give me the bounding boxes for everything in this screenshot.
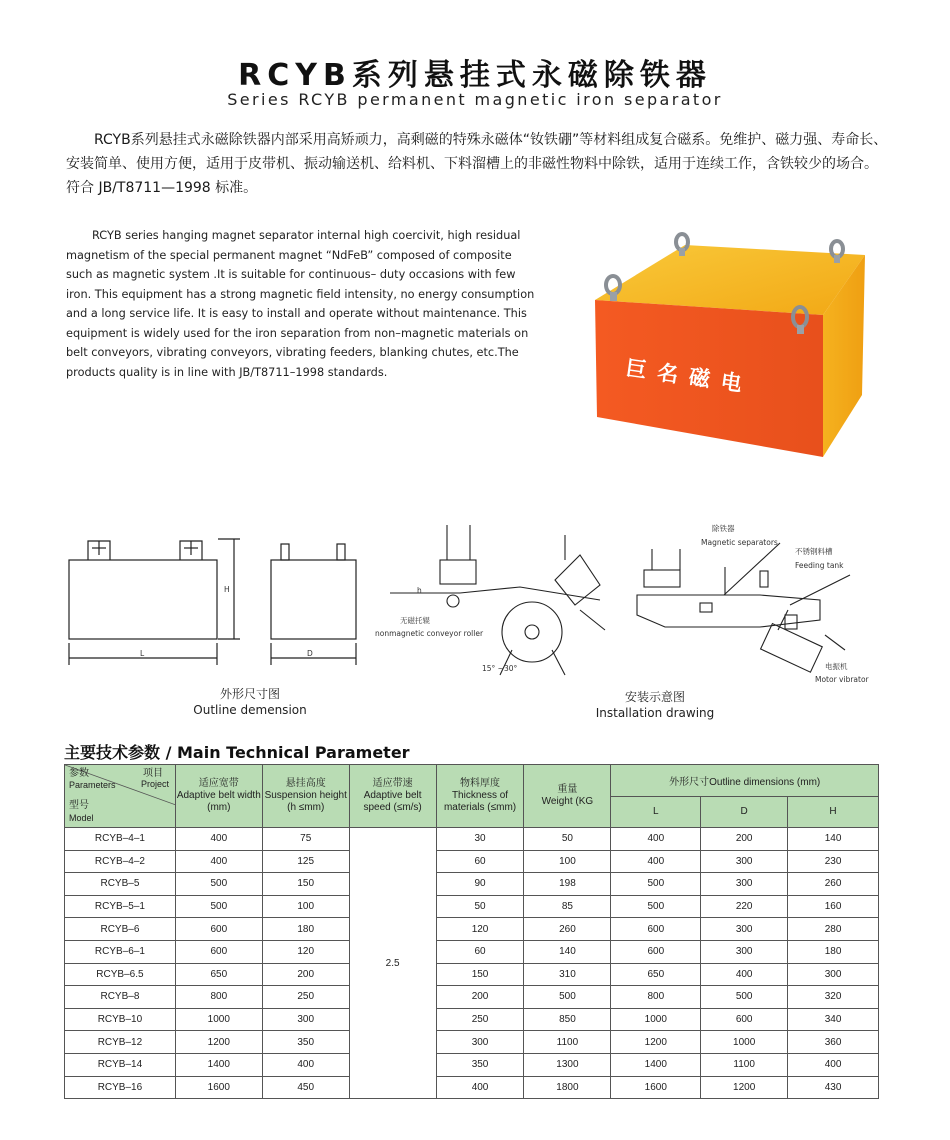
header-belt-speed: 适应带速 Adaptive belt speed (≤m/s) xyxy=(349,765,436,828)
cell-dim-H: 260 xyxy=(788,873,879,896)
cell-weight: 100 xyxy=(524,850,611,873)
cell-dim-D: 300 xyxy=(701,918,788,941)
dim-H-label: H xyxy=(224,585,230,594)
corner-project-en: Project xyxy=(141,779,170,789)
cell-material-thickness: 300 xyxy=(436,1031,524,1054)
cell-dim-H: 430 xyxy=(788,1076,879,1099)
cell-dim-D: 300 xyxy=(701,873,788,896)
table-row xyxy=(65,963,879,986)
cell-weight: 1800 xyxy=(524,1076,611,1099)
cell-suspension-height: 250 xyxy=(262,986,349,1009)
cell-suspension-height: 400 xyxy=(262,1053,349,1076)
cell-dim-L: 400 xyxy=(611,828,701,851)
table-row xyxy=(65,1076,879,1099)
product-magnet-image xyxy=(575,225,875,470)
cell-dim-D: 1000 xyxy=(701,1031,788,1054)
cell-dim-D: 200 xyxy=(701,828,788,851)
outline-front-view xyxy=(69,539,240,665)
cell-dim-L: 600 xyxy=(611,940,701,963)
cell-model: RCYB–6.5 xyxy=(65,963,176,986)
cell-dim-L: 1200 xyxy=(611,1031,701,1054)
cell-weight: 140 xyxy=(524,940,611,963)
installation-caption-zh: 安装示意图 xyxy=(624,690,685,704)
cell-belt-width: 1000 xyxy=(175,1008,262,1031)
header-weight: 重量 Weight (KG xyxy=(524,765,611,828)
cell-dim-L: 500 xyxy=(611,895,701,918)
table-row xyxy=(65,850,879,873)
cell-dim-D: 400 xyxy=(701,963,788,986)
cell-dim-H: 180 xyxy=(788,940,879,963)
header-D: D xyxy=(701,796,788,828)
cell-material-thickness: 30 xyxy=(436,828,524,851)
cell-dim-L: 1400 xyxy=(611,1053,701,1076)
cell-belt-width: 1600 xyxy=(175,1076,262,1099)
header-outline-dimensions: 外形尺寸Outline dimensions (mm) xyxy=(611,765,879,797)
cell-material-thickness: 250 xyxy=(436,1008,524,1031)
table-row xyxy=(65,986,879,1009)
cell-dim-D: 220 xyxy=(701,895,788,918)
product-brand-label: 巨名磁电 xyxy=(624,355,755,398)
tank-label-en: Feeding tank xyxy=(795,561,844,570)
cell-dim-H: 360 xyxy=(788,1031,879,1054)
corner-model-zh: 型号 xyxy=(69,800,89,811)
cell-dim-H: 340 xyxy=(788,1008,879,1031)
cell-belt-width: 650 xyxy=(175,963,262,986)
cell-dim-D: 300 xyxy=(701,850,788,873)
cell-weight: 50 xyxy=(524,828,611,851)
table-body xyxy=(65,828,879,1099)
cell-weight: 850 xyxy=(524,1008,611,1031)
roller-label-en: nonmagnetic conveyor roller xyxy=(375,629,484,638)
cell-suspension-height: 200 xyxy=(262,963,349,986)
table-row xyxy=(65,1008,879,1031)
header-L: L xyxy=(611,796,701,828)
cell-belt-width: 600 xyxy=(175,940,262,963)
cell-dim-D: 300 xyxy=(701,940,788,963)
cell-material-thickness: 150 xyxy=(436,963,524,986)
cell-material-thickness: 60 xyxy=(436,850,524,873)
cell-weight: 500 xyxy=(524,986,611,1009)
table-row xyxy=(65,1053,879,1076)
cell-suspension-height: 350 xyxy=(262,1031,349,1054)
cell-material-thickness: 120 xyxy=(436,918,524,941)
cell-belt-width: 600 xyxy=(175,918,262,941)
cell-suspension-height: 150 xyxy=(262,873,349,896)
separator-label-zh: 除铁器 xyxy=(712,524,735,533)
cell-model: RCYB–12 xyxy=(65,1031,176,1054)
technical-parameter-table xyxy=(64,764,879,1099)
cell-material-thickness: 60 xyxy=(436,940,524,963)
install-h-label: h xyxy=(417,586,422,595)
header-material-thickness: 物料厚度 Thickness of materials (≤mm) xyxy=(436,765,524,828)
cell-dim-H: 280 xyxy=(788,918,879,941)
cell-model: RCYB–10 xyxy=(65,1008,176,1031)
cell-dim-H: 140 xyxy=(788,828,879,851)
page-subtitle: Series RCYB permanent magnetic iron separator xyxy=(227,90,723,109)
table-row xyxy=(65,918,879,941)
cell-belt-width: 500 xyxy=(175,895,262,918)
cell-dim-H: 400 xyxy=(788,1053,879,1076)
cell-material-thickness: 200 xyxy=(436,986,524,1009)
cell-model: RCYB–6–1 xyxy=(65,940,176,963)
cell-suspension-height: 450 xyxy=(262,1076,349,1099)
cell-dim-L: 1600 xyxy=(611,1076,701,1099)
outline-caption xyxy=(150,686,350,718)
cell-dim-D: 600 xyxy=(701,1008,788,1031)
cell-suspension-height: 75 xyxy=(262,828,349,851)
cell-model: RCYB–6 xyxy=(65,918,176,941)
intro-english: RCYB series hanging magnet separator internal high coercivit, high residual magnetism of the special permanent magnet “NdFeB” composed of composite such as magnetic system .It is suitable for continuous– duty occasions with few iron. This equipment has a strong magnetic field intensity, no energy consumption and a long service life. It is easy to install and operate without maintenance. This equipment is widely used for the iron separation from non–magnetic materials on belt conveyors, vibrating conveyors, vibrating feeders, blanking chutes, etc.The products quality is in line with JB/T8711–1998 standards. xyxy=(66,229,535,379)
cell-dim-L: 500 xyxy=(611,873,701,896)
corner-model-en: Model xyxy=(69,813,94,823)
roller-label-zh: 无磁托辊 xyxy=(400,616,430,625)
cell-dim-H: 230 xyxy=(788,850,879,873)
cell-dim-L: 400 xyxy=(611,850,701,873)
motor-label-zh: 电振机 xyxy=(825,662,848,671)
cell-model: RCYB–16 xyxy=(65,1076,176,1099)
cell-suspension-height: 125 xyxy=(262,850,349,873)
table-row xyxy=(65,940,879,963)
cell-dim-H: 320 xyxy=(788,986,879,1009)
cell-model: RCYB–5–1 xyxy=(65,895,176,918)
cell-dim-L: 600 xyxy=(611,918,701,941)
cell-model: RCYB–4–1 xyxy=(65,828,176,851)
header-H: H xyxy=(788,796,879,828)
cell-weight: 1100 xyxy=(524,1031,611,1054)
corner-param-zh: 参数 xyxy=(69,768,89,779)
cell-belt-width: 500 xyxy=(175,873,262,896)
cell-weight: 85 xyxy=(524,895,611,918)
outline-side-view xyxy=(271,544,356,665)
page-title: RCYB系列悬挂式永磁除铁器 xyxy=(238,58,712,93)
installation-drawing-1 xyxy=(390,525,605,675)
cell-suspension-height: 100 xyxy=(262,895,349,918)
angle-label: 15° ~30° xyxy=(482,664,518,673)
dim-L-label: L xyxy=(140,649,145,658)
cell-dim-H: 300 xyxy=(788,963,879,986)
cell-weight: 260 xyxy=(524,918,611,941)
cell-dim-D: 500 xyxy=(701,986,788,1009)
cell-dim-D: 1100 xyxy=(701,1053,788,1076)
table-corner-header xyxy=(65,765,176,828)
cell-model: RCYB–4–2 xyxy=(65,850,176,873)
cell-dim-L: 1000 xyxy=(611,1008,701,1031)
cell-belt-width: 800 xyxy=(175,986,262,1009)
corner-param-en: Parameters xyxy=(69,780,116,790)
cell-dim-L: 650 xyxy=(611,963,701,986)
separator-label-en: Magnetic separators xyxy=(701,538,778,547)
intro-chinese: RCYB系列悬挂式永磁除铁器内部采用高矫顽力，高剩磁的特殊永磁体“钕铁硼”等材料组成复合磁系。免维护、磁力强、寿命长、安装简单、使用方便，适用于皮带机、振动输送机、给料机、下料溜槽上的非磁性物料中除铁，适用于连续工作，含铁较少的场合。符合 JB/T8711—1998 标准。 xyxy=(66,132,888,196)
cell-belt-width: 400 xyxy=(175,850,262,873)
cell-suspension-height: 180 xyxy=(262,918,349,941)
cell-model: RCYB–5 xyxy=(65,873,176,896)
cell-belt-speed: 2.5 xyxy=(349,828,436,1099)
cell-material-thickness: 350 xyxy=(436,1053,524,1076)
cell-dim-H: 160 xyxy=(788,895,879,918)
cell-belt-width: 1200 xyxy=(175,1031,262,1054)
cell-model: RCYB–8 xyxy=(65,986,176,1009)
table-row xyxy=(65,1031,879,1054)
table-row xyxy=(65,873,879,896)
cell-dim-D: 1200 xyxy=(701,1076,788,1099)
outline-caption-en: Outline demension xyxy=(193,703,307,717)
cell-belt-width: 400 xyxy=(175,828,262,851)
table-row xyxy=(65,895,879,918)
outline-caption-zh: 外形尺寸图 xyxy=(219,687,280,701)
table-row xyxy=(65,828,879,851)
motor-label-en: Motor vibrator xyxy=(815,675,869,684)
cell-dim-L: 800 xyxy=(611,986,701,1009)
cell-material-thickness: 400 xyxy=(436,1076,524,1099)
cell-belt-width: 1400 xyxy=(175,1053,262,1076)
cell-suspension-height: 300 xyxy=(262,1008,349,1031)
dim-D-label: D xyxy=(307,649,313,658)
header-belt-width: 适应宽带 Adaptive belt width (mm) xyxy=(175,765,262,828)
cell-weight: 198 xyxy=(524,873,611,896)
installation-caption-en: Installation drawing xyxy=(595,706,715,720)
cell-material-thickness: 90 xyxy=(436,873,524,896)
corner-project-zh: 项目 xyxy=(143,768,163,779)
installation-caption xyxy=(555,689,755,721)
cell-weight: 1300 xyxy=(524,1053,611,1076)
tank-label-zh: 不锈钢料槽 xyxy=(795,547,833,556)
cell-material-thickness: 50 xyxy=(436,895,524,918)
cell-model: RCYB–14 xyxy=(65,1053,176,1076)
cell-weight: 310 xyxy=(524,963,611,986)
cell-suspension-height: 120 xyxy=(262,940,349,963)
header-suspension-height: 悬挂高度 Suspension height (h ≤mm) xyxy=(262,765,349,828)
section-title: 主要技术参数 / Main Technical Parameter xyxy=(64,743,410,762)
